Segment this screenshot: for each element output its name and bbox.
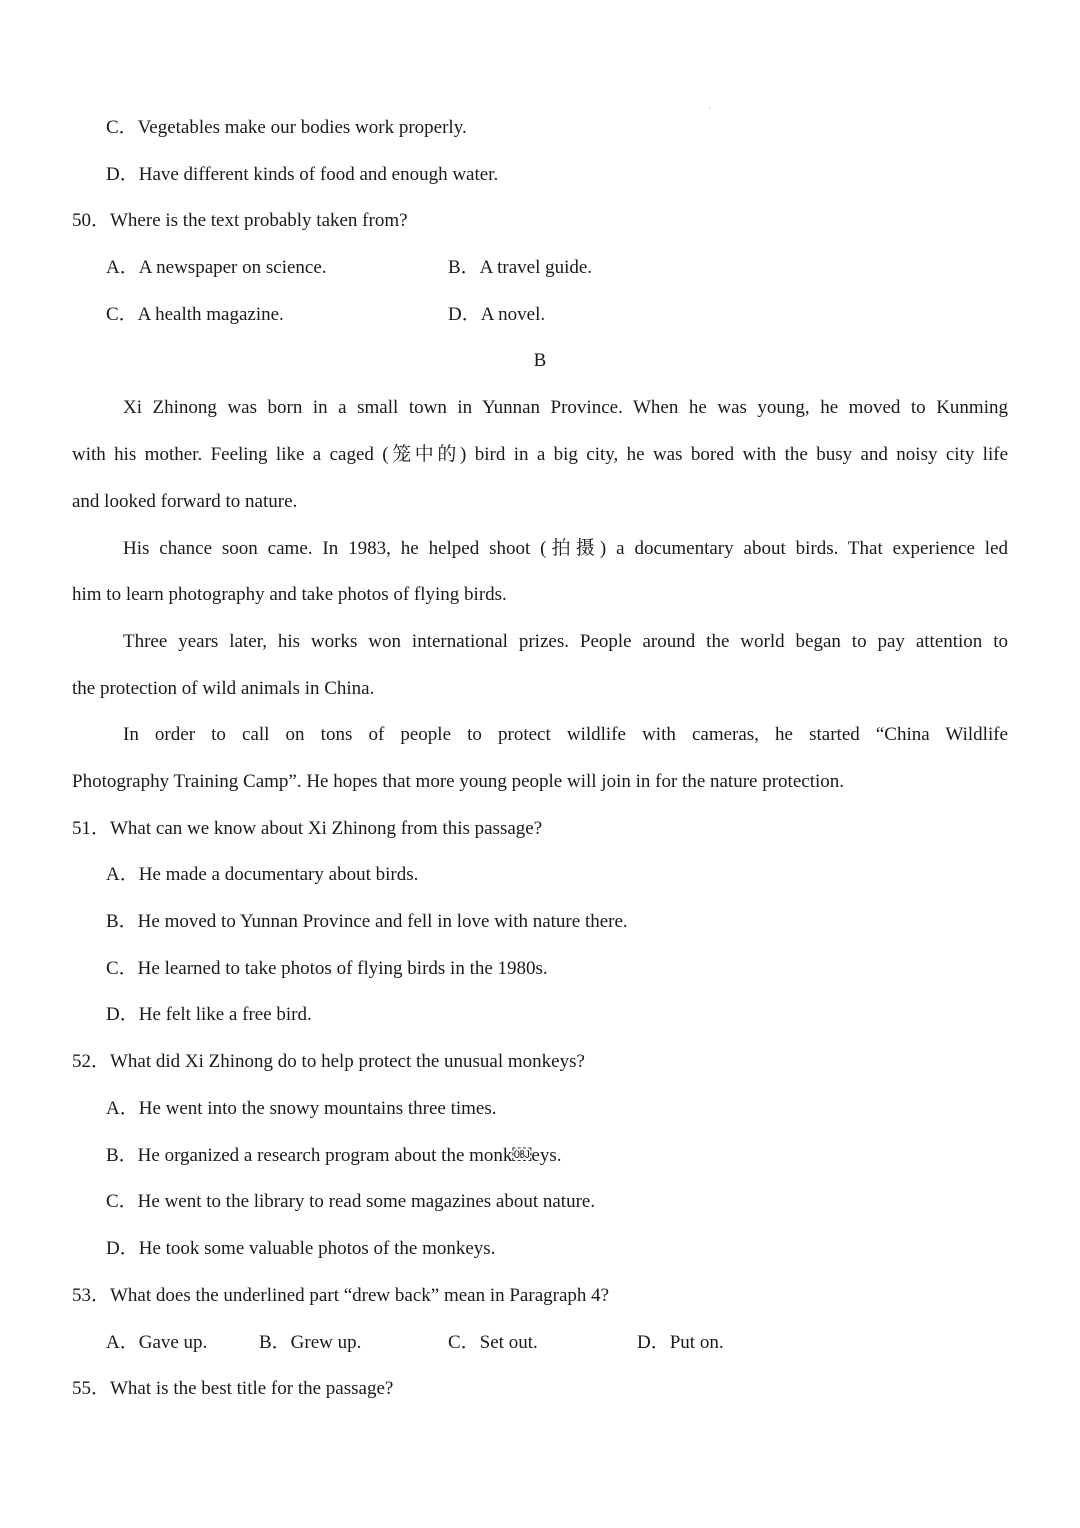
passage-p2-line2: him to learn photography and take photos of flying birds.	[72, 584, 507, 605]
q53-option-c: C．Set out.	[448, 1332, 538, 1353]
q52-option-a: A．He went into the snowy mountains three times.	[106, 1098, 497, 1119]
passage-p4-line2: Photography Training Camp”. He hopes that more young people will join in for the nature protection.	[72, 771, 845, 792]
passage-p1-line2: with his mother. Feeling like a caged (笼中的) bird in a big city, he was bored with the busy and noisy city life	[72, 444, 1008, 465]
q51-stem: 51．What can we know about Xi Zhinong from this passage?	[72, 818, 543, 839]
q50-option-a: A．A newspaper on science.	[106, 257, 327, 278]
passage-p4-line1: In order to call on tons of people to protect wildlife with cameras, he started “China Wildlife	[123, 724, 1008, 745]
q53-option-b: B．Grew up.	[259, 1332, 362, 1353]
q49-option-c: C．Vegetables make our bodies work properly.	[106, 117, 467, 138]
q55-stem: 55．What is the best title for the passage?	[72, 1378, 394, 1399]
q52-option-c: C．He went to the library to read some magazines about nature.	[106, 1191, 596, 1212]
q53-option-d: D．Put on.	[637, 1332, 724, 1353]
passage-p2-line1: His chance soon came. In 1983, he helped shoot (拍摄) a documentary about birds. That experience led	[123, 538, 1008, 559]
section-title: B	[533, 350, 547, 371]
q52-option-b: B．He organized a research program about the monk￼eys.	[106, 1145, 562, 1166]
q50-stem: 50．Where is the text probably taken from?	[72, 210, 408, 231]
q51-option-c: C．He learned to take photos of flying birds in the 1980s.	[106, 958, 548, 979]
q52-stem: 52．What did Xi Zhinong do to help protect the unusual monkeys?	[72, 1051, 585, 1072]
passage-p1-line3: and looked forward to nature.	[72, 491, 298, 512]
q51-option-b: B．He moved to Yunnan Province and fell in love with nature there.	[106, 911, 628, 932]
q51-option-d: D．He felt like a free bird.	[106, 1004, 312, 1025]
passage-p3-line1: Three years later, his works won international prizes. People around the world began to pay attention to	[123, 631, 1008, 652]
q50-option-b: B．A travel guide.	[448, 257, 593, 278]
q52-option-d: D．He took some valuable photos of the monkeys.	[106, 1238, 496, 1259]
q51-option-a: A．He made a documentary about birds.	[106, 864, 419, 885]
q50-option-d: D．A novel.	[448, 304, 546, 325]
q49-option-d: D．Have different kinds of food and enough water.	[106, 164, 499, 185]
passage-p1-line1: Xi Zhinong was born in a small town in Yunnan Province. When he was young, he moved to Kunming	[123, 397, 1008, 418]
q53-stem: 53．What does the underlined part “drew back” mean in Paragraph 4?	[72, 1285, 610, 1306]
scan-speck	[709, 108, 710, 109]
q53-option-a: A．Gave up.	[106, 1332, 208, 1353]
passage-p3-line2: the protection of wild animals in China.	[72, 678, 375, 699]
q50-option-c: C．A health magazine.	[106, 304, 284, 325]
